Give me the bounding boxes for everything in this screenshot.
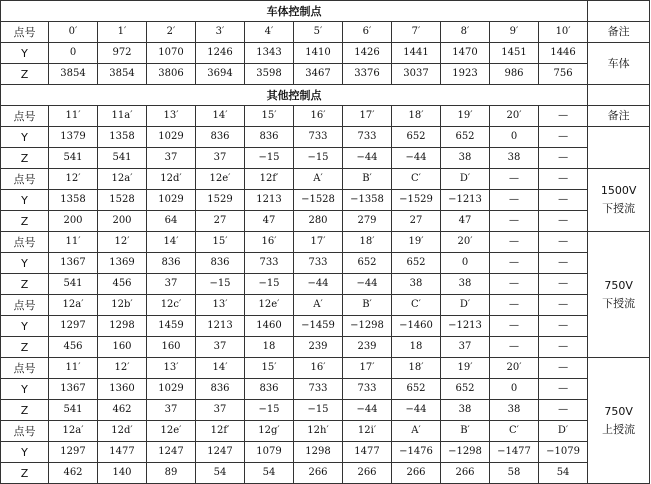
data-cell: — [539, 148, 588, 169]
data-cell: 0 [49, 43, 98, 64]
table-row [1, 148, 650, 169]
data-cell: 1298 [294, 442, 343, 463]
data-cell: 15′ [196, 232, 245, 253]
data-cell: 1451 [490, 43, 539, 64]
data-cell: 836 [196, 379, 245, 400]
data-cell: 1459 [147, 316, 196, 337]
data-cell: — [539, 379, 588, 400]
data-cell: 89 [147, 463, 196, 484]
data-cell: — [490, 337, 539, 358]
data-cell: — [539, 190, 588, 211]
data-cell: 54 [196, 463, 245, 484]
data-cell: 17′ [343, 106, 392, 127]
data-cell: 733 [294, 253, 343, 274]
data-cell: 47 [245, 211, 294, 232]
data-cell: 733 [343, 379, 392, 400]
data-cell: 836 [245, 127, 294, 148]
data-cell: −1358 [343, 190, 392, 211]
data-cell: 1441 [392, 43, 441, 64]
row-label: 点号 [1, 169, 49, 190]
data-cell: 541 [49, 400, 98, 421]
data-cell: — [490, 295, 539, 316]
data-cell: — [539, 400, 588, 421]
remark-header: 备注 [588, 22, 650, 43]
table-row [1, 1, 650, 22]
data-cell: 1529 [196, 190, 245, 211]
data-cell: 836 [245, 379, 294, 400]
data-cell: −44 [343, 274, 392, 295]
data-cell: 47 [441, 211, 490, 232]
data-cell: 3598 [245, 64, 294, 85]
data-cell: 652 [343, 253, 392, 274]
data-cell: 54 [539, 463, 588, 484]
data-cell: 1247 [147, 442, 196, 463]
row-label: Z [1, 211, 49, 232]
data-cell: B′ [343, 295, 392, 316]
data-cell: A′ [294, 169, 343, 190]
data-cell: 9′ [490, 22, 539, 43]
table-row [1, 337, 650, 358]
row-label: Z [1, 148, 49, 169]
data-cell: 733 [294, 379, 343, 400]
data-cell: 652 [392, 127, 441, 148]
data-cell: −44 [343, 400, 392, 421]
data-cell: — [539, 127, 588, 148]
data-cell: 1297 [49, 442, 98, 463]
remark-body: 车体 [588, 43, 650, 85]
data-cell: 15′ [245, 358, 294, 379]
data-cell: 1923 [441, 64, 490, 85]
data-cell: 37 [196, 337, 245, 358]
data-cell: −1079 [539, 442, 588, 463]
data-cell: 1470 [441, 43, 490, 64]
data-cell: 1367 [49, 253, 98, 274]
data-cell: 733 [294, 127, 343, 148]
data-cell: 19′ [392, 232, 441, 253]
data-cell: 972 [98, 43, 147, 64]
data-cell: 38 [441, 274, 490, 295]
data-cell: 1360 [98, 379, 147, 400]
data-cell: 1426 [343, 43, 392, 64]
section-title-body: 车体控制点 [1, 1, 588, 22]
data-cell: 279 [343, 211, 392, 232]
data-cell: D′ [441, 169, 490, 190]
table-row [1, 358, 650, 379]
data-cell: — [539, 253, 588, 274]
remark-line: 750V [604, 404, 633, 418]
data-cell: 12′ [98, 232, 147, 253]
table-row [1, 295, 650, 316]
data-cell: 12e′ [245, 295, 294, 316]
table-row [1, 421, 650, 442]
data-cell: 58 [490, 463, 539, 484]
data-cell: — [539, 274, 588, 295]
data-cell: 1358 [49, 190, 98, 211]
data-cell: 4′ [245, 22, 294, 43]
data-cell: 733 [343, 127, 392, 148]
table-row [1, 43, 650, 64]
row-label: 点号 [1, 232, 49, 253]
remark-current-collection [588, 358, 650, 484]
data-cell: 18′ [392, 106, 441, 127]
data-cell: −15 [245, 400, 294, 421]
data-cell: — [539, 295, 588, 316]
data-cell: — [490, 253, 539, 274]
data-cell: 16′ [245, 232, 294, 253]
data-cell: 14′ [196, 358, 245, 379]
row-label: Z [1, 337, 49, 358]
row-label: Y [1, 127, 49, 148]
data-cell: 1079 [245, 442, 294, 463]
data-cell: −15 [245, 274, 294, 295]
data-cell: −1298 [441, 442, 490, 463]
data-cell: 12e′ [196, 169, 245, 190]
data-cell: 239 [343, 337, 392, 358]
data-cell: 17′ [343, 358, 392, 379]
data-cell: 1369 [98, 253, 147, 274]
data-cell: −1213 [441, 316, 490, 337]
data-cell: 200 [49, 211, 98, 232]
data-cell: 12a′ [49, 295, 98, 316]
data-cell: −44 [392, 148, 441, 169]
data-cell: −44 [392, 400, 441, 421]
data-cell: — [539, 358, 588, 379]
data-cell: 266 [392, 463, 441, 484]
data-cell: 14′ [147, 232, 196, 253]
data-cell: 12d′ [147, 169, 196, 190]
section-title-other: 其他控制点 [1, 85, 588, 106]
table-row [1, 127, 650, 148]
data-cell: 0 [490, 379, 539, 400]
data-cell: −15 [294, 148, 343, 169]
data-cell: 462 [98, 400, 147, 421]
data-cell: 1358 [98, 127, 147, 148]
data-cell: 1247 [196, 442, 245, 463]
table-row [1, 253, 650, 274]
data-cell: 27 [392, 211, 441, 232]
data-cell: C′ [392, 295, 441, 316]
data-cell: 20′ [490, 106, 539, 127]
data-cell: 3467 [294, 64, 343, 85]
data-cell: −1213 [441, 190, 490, 211]
data-cell: 37 [196, 148, 245, 169]
data-cell: 38 [441, 148, 490, 169]
data-cell: 986 [490, 64, 539, 85]
data-cell: 652 [392, 379, 441, 400]
data-cell: 19′ [441, 106, 490, 127]
data-cell: −44 [343, 148, 392, 169]
data-cell: 11′ [49, 232, 98, 253]
data-cell: 12g′ [245, 421, 294, 442]
data-cell: 1343 [245, 43, 294, 64]
row-label: 点号 [1, 106, 49, 127]
data-cell: — [490, 211, 539, 232]
data-cell: A′ [392, 421, 441, 442]
data-cell: C′ [490, 421, 539, 442]
data-cell: 38 [490, 400, 539, 421]
data-cell: 652 [441, 127, 490, 148]
table-row [1, 400, 650, 421]
data-cell: 1367 [49, 379, 98, 400]
data-cell: −1529 [392, 190, 441, 211]
row-label: 点号 [1, 358, 49, 379]
data-cell: 239 [294, 337, 343, 358]
data-cell: 652 [441, 379, 490, 400]
data-cell: — [490, 190, 539, 211]
data-cell: −1298 [343, 316, 392, 337]
row-label: Y [1, 442, 49, 463]
data-cell: 0′ [49, 22, 98, 43]
data-cell: 3694 [196, 64, 245, 85]
data-cell: 18′ [343, 232, 392, 253]
row-label: 点号 [1, 421, 49, 442]
row-label: 点号 [1, 295, 49, 316]
remark-line: 750V [604, 278, 633, 292]
data-cell: 1460 [245, 316, 294, 337]
data-cell: 13′ [147, 358, 196, 379]
data-cell: 6′ [343, 22, 392, 43]
data-cell: 5′ [294, 22, 343, 43]
data-cell: 12c′ [147, 295, 196, 316]
data-cell: 12d′ [98, 421, 147, 442]
table-row [1, 106, 650, 127]
data-cell: 8′ [441, 22, 490, 43]
data-cell: 266 [294, 463, 343, 484]
data-cell: 11a′ [98, 106, 147, 127]
data-cell: 836 [196, 253, 245, 274]
data-cell: 1297 [49, 316, 98, 337]
remark-current-collection [588, 169, 650, 232]
data-cell: 12f′ [196, 421, 245, 442]
row-label: Y [1, 253, 49, 274]
data-cell: 200 [98, 211, 147, 232]
table-row [1, 64, 650, 85]
data-cell: B′ [343, 169, 392, 190]
data-cell: −15 [245, 148, 294, 169]
data-cell: 11′ [49, 106, 98, 127]
data-cell: 541 [98, 148, 147, 169]
data-cell: 1410 [294, 43, 343, 64]
remark-line: 1500V [600, 184, 637, 198]
data-cell: 160 [98, 337, 147, 358]
data-cell: — [490, 316, 539, 337]
data-cell: 18′ [392, 358, 441, 379]
data-cell: 1213 [245, 190, 294, 211]
data-cell: 3806 [147, 64, 196, 85]
data-cell: 462 [49, 463, 98, 484]
data-cell: 20′ [441, 232, 490, 253]
data-cell: 12a′ [98, 169, 147, 190]
table-row [1, 379, 650, 400]
row-label: Y [1, 190, 49, 211]
data-cell: 541 [49, 274, 98, 295]
data-cell: 1298 [98, 316, 147, 337]
remark-header: 备注 [588, 106, 650, 127]
remark-line: 上授流 [602, 422, 636, 436]
data-cell: −1528 [294, 190, 343, 211]
row-label: Z [1, 274, 49, 295]
data-cell: 37 [196, 400, 245, 421]
data-cell: 456 [98, 274, 147, 295]
data-cell: 37 [147, 400, 196, 421]
data-cell: −15 [196, 274, 245, 295]
data-cell: 38 [392, 274, 441, 295]
data-cell: A′ [294, 295, 343, 316]
data-cell: 37 [147, 274, 196, 295]
data-cell: 652 [392, 253, 441, 274]
remark-cell [588, 1, 650, 22]
data-cell: 0 [490, 127, 539, 148]
data-cell: 1477 [343, 442, 392, 463]
data-cell: 1477 [98, 442, 147, 463]
data-cell: 1029 [147, 379, 196, 400]
table-row [1, 85, 650, 106]
data-cell: 27 [196, 211, 245, 232]
data-cell: 3′ [196, 22, 245, 43]
row-label: Y [1, 316, 49, 337]
data-cell: B′ [441, 421, 490, 442]
data-cell: 160 [147, 337, 196, 358]
data-cell: — [539, 211, 588, 232]
data-cell: 0 [441, 253, 490, 274]
data-cell: 64 [147, 211, 196, 232]
data-cell: −1459 [294, 316, 343, 337]
data-cell: 1213 [196, 316, 245, 337]
table-row [1, 463, 650, 484]
data-cell: 10′ [539, 22, 588, 43]
data-cell: — [539, 169, 588, 190]
data-cell: — [539, 232, 588, 253]
remark-cell [588, 85, 650, 106]
data-cell: 3854 [98, 64, 147, 85]
row-label: Z [1, 64, 49, 85]
data-cell: — [490, 274, 539, 295]
data-cell: 13′ [147, 106, 196, 127]
data-cell: 1029 [147, 127, 196, 148]
data-cell: 16′ [294, 358, 343, 379]
table-row [1, 316, 650, 337]
data-cell: 7′ [392, 22, 441, 43]
remark-current-collection [588, 232, 650, 358]
data-cell: 16′ [294, 106, 343, 127]
data-cell: 456 [49, 337, 98, 358]
table-row [1, 211, 650, 232]
data-cell: C′ [392, 169, 441, 190]
data-cell: 2′ [147, 22, 196, 43]
data-cell: 17′ [294, 232, 343, 253]
remark-empty [588, 127, 650, 169]
data-cell: — [539, 316, 588, 337]
data-cell: 12f′ [245, 169, 294, 190]
data-cell: D′ [539, 421, 588, 442]
data-cell: 37 [147, 148, 196, 169]
data-cell: 1029 [147, 190, 196, 211]
row-label: Y [1, 379, 49, 400]
data-cell: 836 [147, 253, 196, 274]
row-label: Z [1, 463, 49, 484]
data-cell: 20′ [490, 358, 539, 379]
table-row [1, 22, 650, 43]
data-cell: −15 [294, 400, 343, 421]
data-cell: 1070 [147, 43, 196, 64]
data-cell: 541 [49, 148, 98, 169]
row-label: Z [1, 400, 49, 421]
data-cell: 1379 [49, 127, 98, 148]
data-cell: 38 [441, 400, 490, 421]
data-cell: 38 [490, 148, 539, 169]
table-row [1, 169, 650, 190]
data-cell: −1476 [392, 442, 441, 463]
data-cell: 1528 [98, 190, 147, 211]
data-cell: 12e′ [147, 421, 196, 442]
data-cell: 266 [343, 463, 392, 484]
data-cell: 1′ [98, 22, 147, 43]
data-cell: 15′ [245, 106, 294, 127]
data-cell: 280 [294, 211, 343, 232]
data-cell: 12a′ [49, 421, 98, 442]
table-row [1, 274, 650, 295]
data-cell: −1477 [490, 442, 539, 463]
data-cell: 13′ [196, 295, 245, 316]
data-cell: 1446 [539, 43, 588, 64]
row-label: 点号 [1, 22, 49, 43]
data-cell: — [490, 169, 539, 190]
table-row [1, 232, 650, 253]
data-cell: 733 [245, 253, 294, 274]
data-cell: 12i′ [343, 421, 392, 442]
data-cell: D′ [441, 295, 490, 316]
data-cell: 1246 [196, 43, 245, 64]
data-cell: 756 [539, 64, 588, 85]
data-cell: — [539, 337, 588, 358]
data-cell: 3037 [392, 64, 441, 85]
data-cell: 3376 [343, 64, 392, 85]
data-cell: 54 [245, 463, 294, 484]
data-cell: 266 [441, 463, 490, 484]
table-row [1, 442, 650, 463]
remark-line: 下授流 [602, 202, 636, 215]
row-label: Y [1, 43, 49, 64]
data-cell: 12′ [49, 169, 98, 190]
data-cell: 37 [441, 337, 490, 358]
remark-line: 下授流 [602, 296, 636, 310]
data-cell: 140 [98, 463, 147, 484]
data-cell: 11′ [49, 358, 98, 379]
data-cell: — [490, 232, 539, 253]
data-cell: 18 [392, 337, 441, 358]
data-cell: 3854 [49, 64, 98, 85]
data-cell: −1460 [392, 316, 441, 337]
data-cell: 14′ [196, 106, 245, 127]
table-row [1, 190, 650, 211]
data-cell: 12b′ [98, 295, 147, 316]
data-cell: 836 [196, 127, 245, 148]
data-cell: 12h′ [294, 421, 343, 442]
data-cell: — [539, 106, 588, 127]
data-cell: 12′ [98, 358, 147, 379]
data-cell: −44 [294, 274, 343, 295]
data-cell: 18 [245, 337, 294, 358]
table-body [1, 1, 650, 484]
data-cell: 19′ [441, 358, 490, 379]
